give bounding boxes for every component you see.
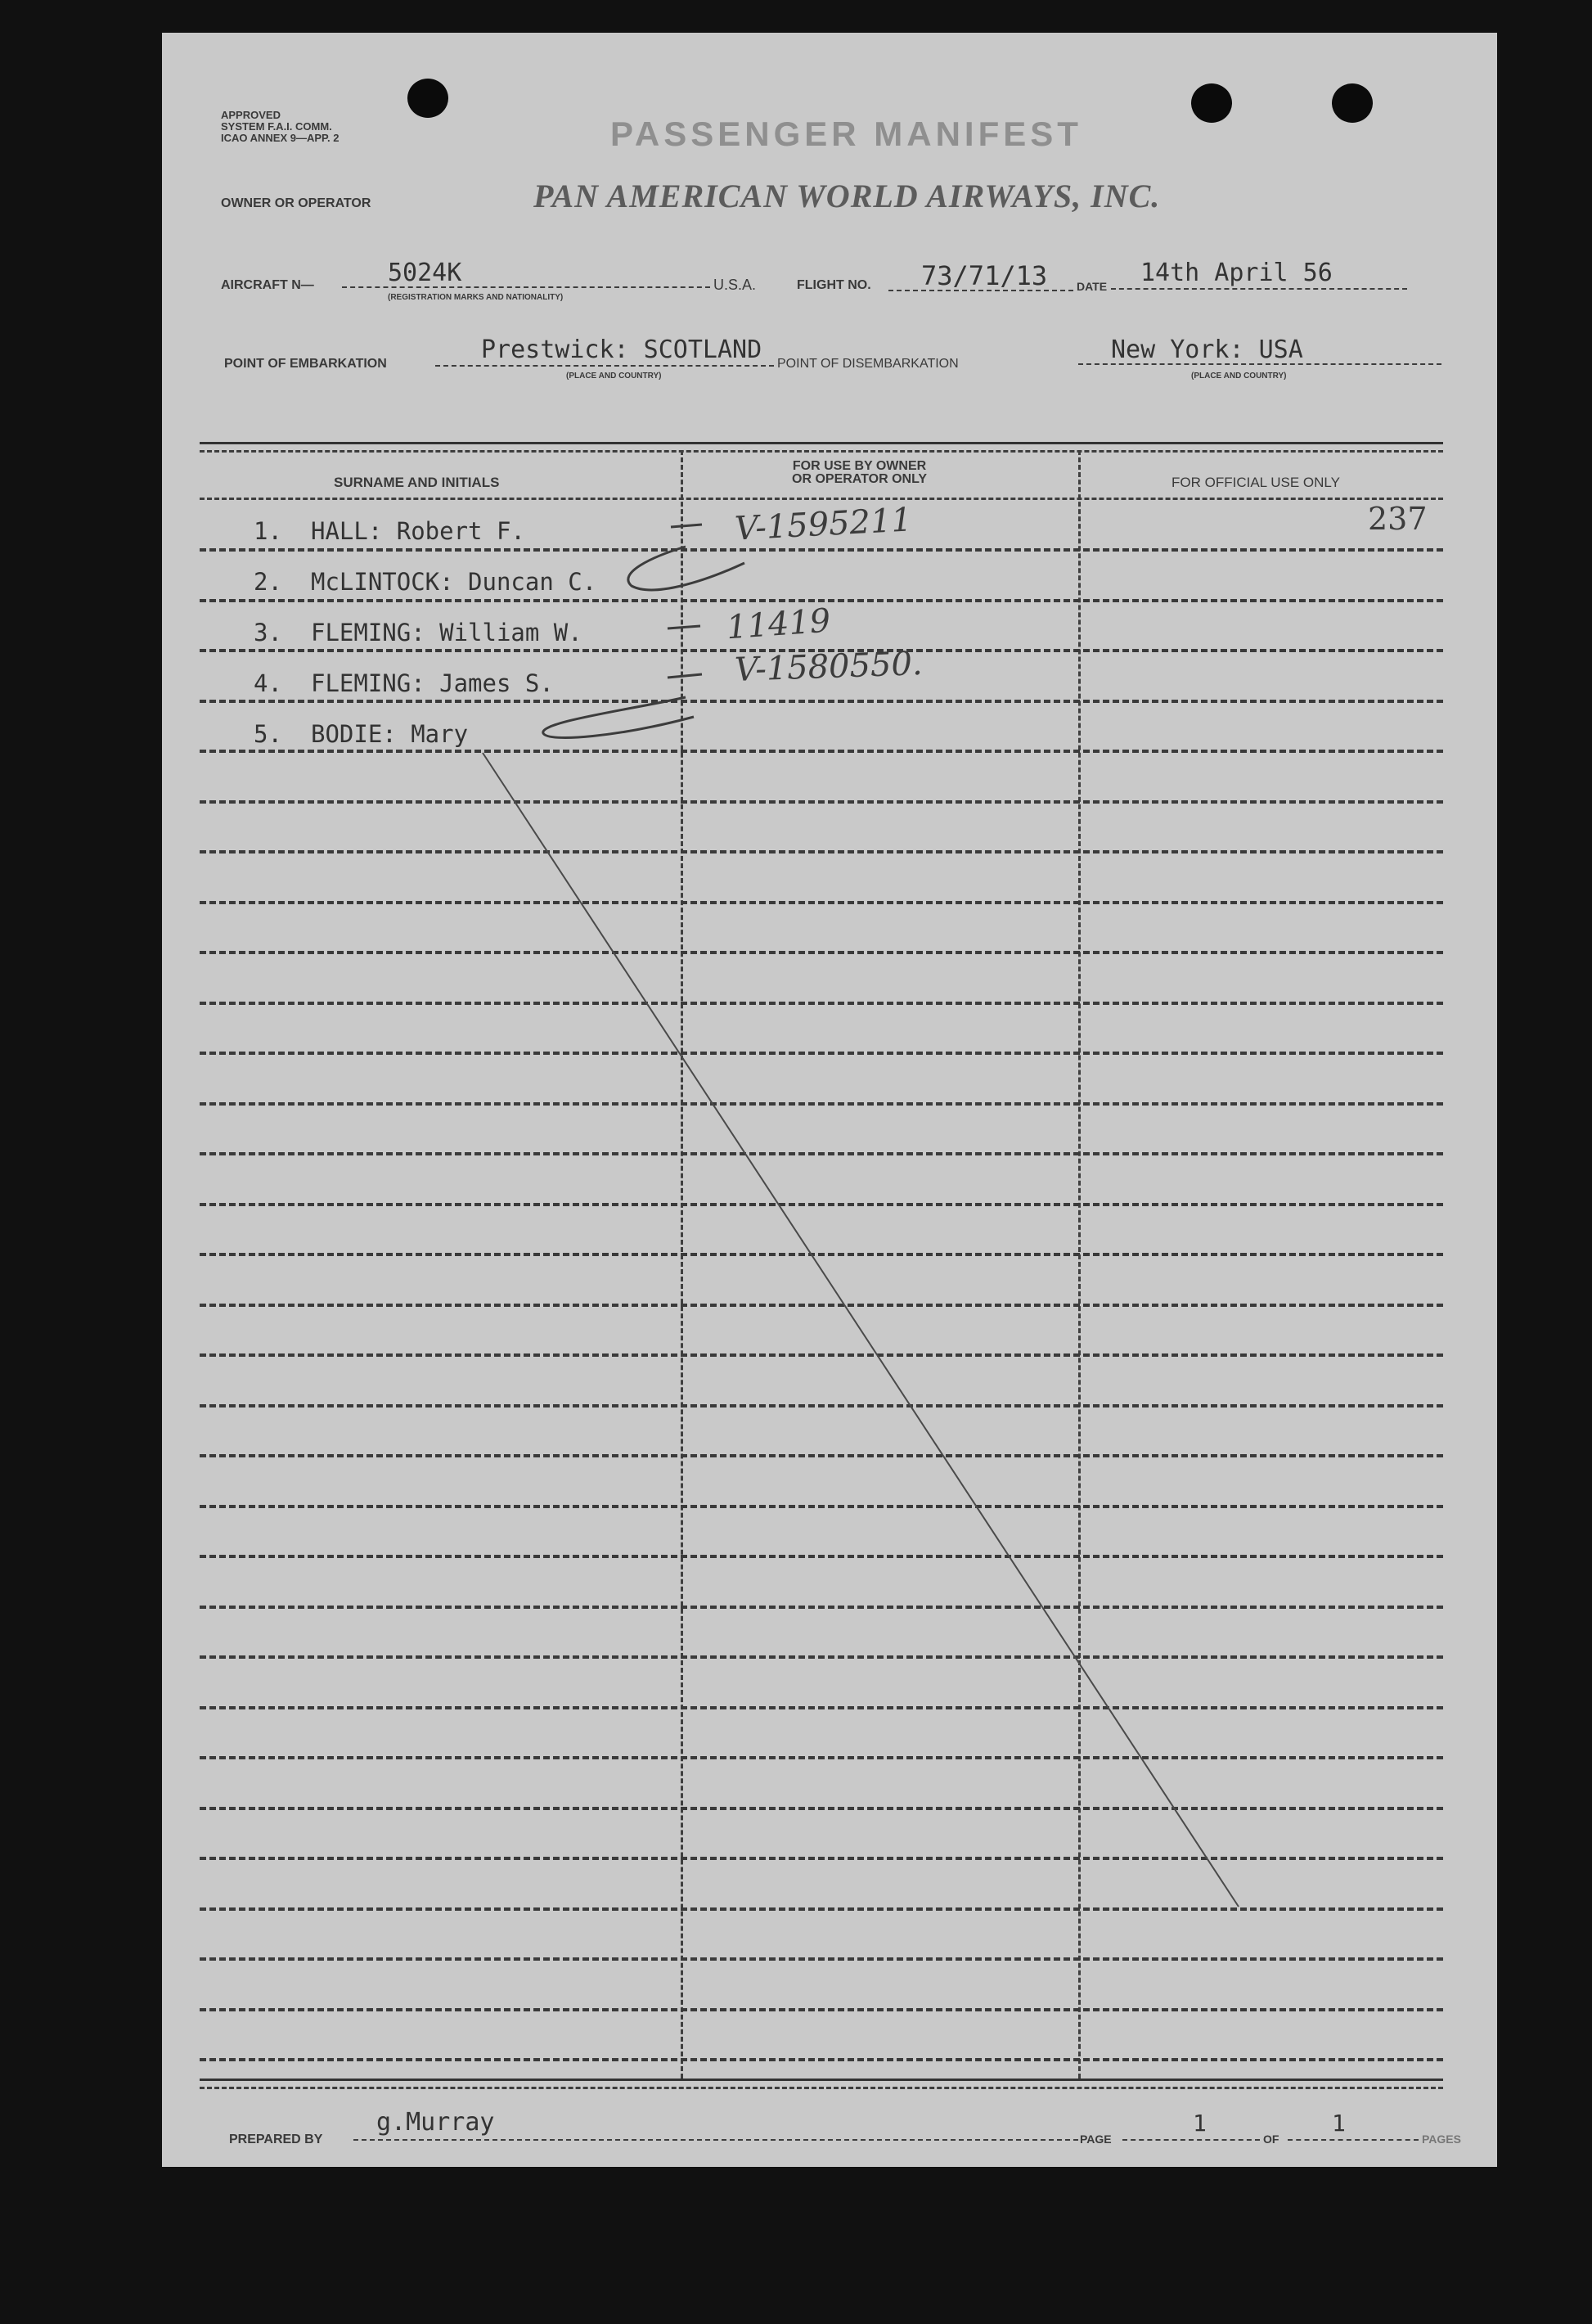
column-header-official-use: FOR OFFICIAL USE ONLY [1172,475,1340,490]
column-header-surname: SURNAME AND INITIALS [334,475,500,490]
passenger-name: BODIE: Mary [311,720,469,748]
page-title: PASSENGER MANIFEST [610,115,1082,153]
page-underline [1122,2139,1260,2141]
owner-note-1: V-1595211 [733,501,913,548]
handwritten-marks [162,33,1497,2167]
passenger-name: HALL: Robert F. [311,517,525,545]
of-label: OF [1263,2133,1279,2146]
registration-caption: (REGISTRATION MARKS AND NATIONALITY) [388,293,564,302]
manifest-document [162,33,1497,2167]
column-header-owner-use: FOR USE BY OWNER OR OPERATOR ONLY [792,459,928,486]
flight-value: 73/71/13 [921,260,1048,291]
pages-label: PAGES [1422,2133,1461,2146]
usa-label: U.S.A. [713,277,757,293]
prepared-label: PREPARED BY [229,2133,323,2146]
dash-mark-4 [668,674,702,678]
row-number: 1. [254,517,282,545]
date-label: DATE [1077,280,1108,293]
embark-caption: (PLACE AND COUNTRY) [566,372,662,381]
disembark-caption: (PLACE AND COUNTRY) [1191,372,1287,381]
row-number: 5. [254,720,282,748]
row-number: 4. [254,669,282,697]
flight-label: FLIGHT NO. [797,278,871,292]
embark-value: Prestwick: SCOTLAND [481,336,762,364]
bracket-mark-2 [543,697,694,738]
prepared-underline [353,2139,1078,2141]
page-value: 1 [1193,2110,1207,2137]
owner-value: PAN AMERICAN WORLD AIRWAYS, INC. [533,178,1161,214]
disembark-label: POINT OF DISEMBARKATION [777,357,959,371]
row-number: 3. [254,619,282,646]
passenger-name: McLINTOCK: Duncan C. [311,568,597,596]
prepared-value: g.Murray [376,2108,495,2137]
embark-label: POINT OF EMBARKATION [224,357,387,371]
approval-note: APPROVED SYSTEM F.A.I. COMM. ICAO ANNEX 9—APP. 2 [221,109,340,144]
of-underline [1288,2139,1419,2141]
disembark-value: New York: USA [1111,336,1303,364]
aircraft-label: AIRCRAFT N— [221,278,314,292]
official-note: 237 [1368,501,1428,537]
date-value: 14th April 56 [1140,259,1333,287]
of-value: 1 [1332,2110,1346,2137]
cancellation-line [483,753,1239,1907]
row-number: 2. [254,568,282,596]
bracket-mark-1 [628,547,744,590]
passenger-name: FLEMING: James S. [311,669,554,697]
owner-note-3: 11419 [725,601,832,647]
owner-label: OWNER OR OPERATOR [221,196,371,210]
aircraft-value: 5024K [388,259,462,287]
dash-mark-1 [671,525,702,527]
page-label: PAGE [1080,2133,1112,2146]
dash-mark-3 [668,626,700,628]
owner-note-4: V-1580550. [734,645,924,689]
passenger-name: FLEMING: William W. [311,619,582,646]
